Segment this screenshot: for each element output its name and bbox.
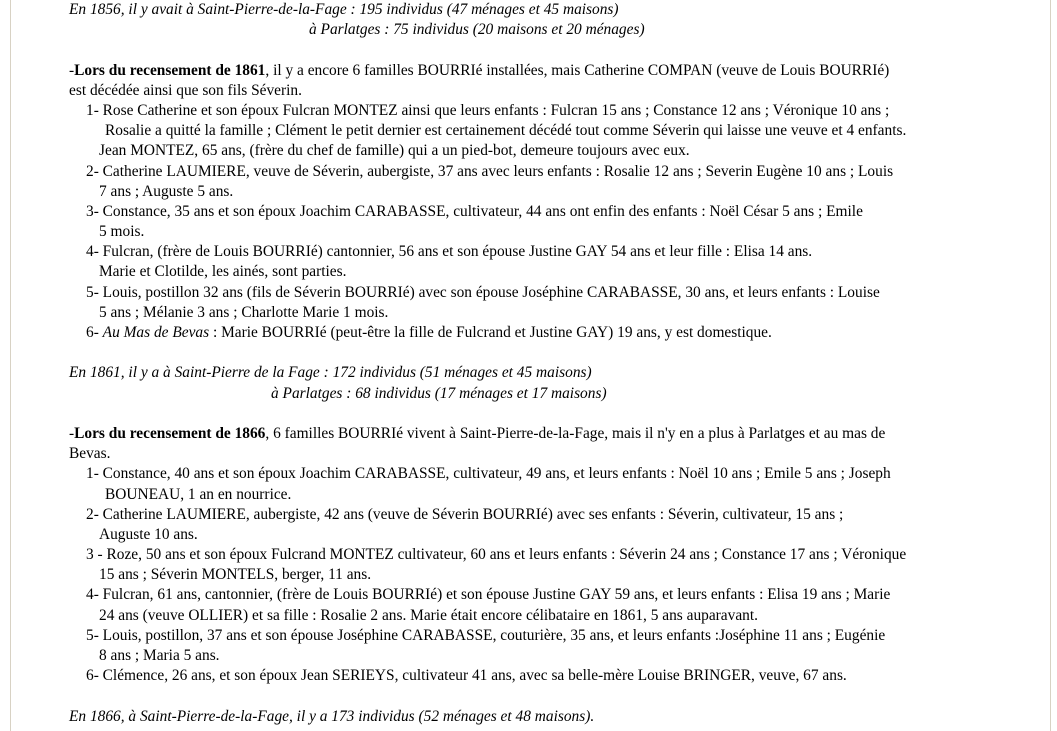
- census-1866-summary: En 1866, à Saint-Pierre-de-la-Fage, il y a 173 individus (52 ménages et 48 maisons).: [69, 707, 595, 725]
- census-1861-intro: [69, 61, 1044, 81]
- census-1861-intro-line-2: est décédée ainsi que son fils Séverin.: [69, 81, 302, 99]
- census-1866-item-4-line-2: 24 ans (veuve OLLIER) et sa fille : Rosalie 2 ans. Marie était encore célibataire en 1861, 5 ans auparavant.: [99, 606, 758, 624]
- spacer: [69, 686, 1044, 706]
- census-1861-item-4-line-2: Marie et Clotilde, les ainés, sont parties.: [99, 263, 347, 281]
- spacer: [69, 404, 1044, 424]
- census-1856-line-2: à Parlatges : 75 individus (20 maisons et 20 ménages): [309, 21, 645, 39]
- intro-dash: -: [69, 61, 75, 79]
- census-1866-item-3-line-1: 3 - Roze, 50 ans et son époux Fulcrand MONTEZ cultivateur, 60 ans et leurs enfants : Séverin 24 ans ; Constance 17 ans ; Véronique: [86, 546, 907, 564]
- census-1866-item-4-line-1: 4- Fulcran, 61 ans, cantonnier, (frère de Louis BOURRIé) et son épouse Justine GAY 59 ans, et leurs enfants : Elisa 19 ans ; Marie: [86, 586, 891, 604]
- item-6-text: : Marie BOURRIé (peut-être la fille de Fulcrand et Justine GAY) 19 ans, y est domestique.: [209, 324, 772, 341]
- census-1861-item-1-line-1: 1- Rose Catherine et son époux Fulcran MONTEZ ainsi que leurs enfants : Fulcran 15 ans ; Constance 12 ans ; Véronique 10 ans ;: [86, 101, 890, 119]
- census-1861-item-2-line-1: 2- Catherine LAUMIERE, veuve de Séverin, aubergiste, 37 ans avec leurs enfants : Rosalie 12 ans ; Severin Eugène 10 ans ; Louis: [86, 162, 894, 180]
- census-1866-item-5-line-2: 8 ans ; Maria 5 ans.: [99, 647, 220, 664]
- page-border-right: [1050, 0, 1051, 731]
- census-1866-item-3-line-2: 15 ans ; Séverin MONTELS, berger, 11 ans.: [99, 566, 372, 584]
- census-1856-line-1: En 1856, il y avait à Saint-Pierre-de-la-Fage : 195 individus (47 ménages et 45 maisons): [69, 1, 619, 18]
- census-1866-intro-text: , 6 familles BOURRIé vivent à Saint-Pierre-de-la-Fage, mais il n'y en a plus à Parlatges et au mas de: [265, 424, 886, 442]
- item-6-prefix: 6-: [86, 324, 103, 341]
- census-1861-item-5-line-2: 5 ans ; Mélanie 3 ans ; Charlotte Marie 1 mois.: [99, 303, 389, 321]
- census-1861-item-1-line-2: Rosalie a quitté la famille ; Clément le petit dernier est certainement décédé tout comme Séverin qui laisse une veuve et 4 enfants.: [105, 122, 907, 140]
- spacer: [69, 343, 1044, 363]
- census-1866-item-5-line-1: 5- Louis, postillon, 37 ans et son épouse Joséphine CARABASSE, couturière, 35 ans, et leurs enfants :Joséphine 11 ans ; Eugénie: [86, 626, 886, 644]
- page-border-left: [10, 0, 11, 731]
- census-1861-item-6: [69, 323, 1044, 343]
- census-1861-summary-line-2: à Parlatges : 68 individus (17 ménages et 17 maisons): [271, 384, 607, 402]
- census-1861-item-2-line-2: 7 ans ; Auguste 5 ans.: [99, 182, 234, 200]
- census-1861-item-3-line-1: 3- Constance, 35 ans et son époux Joachim CARABASSE, cultivateur, 44 ans ont enfin des enfants : Noël César 5 ans ; Emile: [86, 202, 863, 220]
- census-1861-item-4-line-1: 4- Fulcran, (frère de Louis BOURRIé) cantonnier, 56 ans et son épouse Justine GAY 54 ans et leur fille : Elisa 14 ans.: [86, 243, 813, 261]
- census-1866-item-2-line-2: Auguste 10 ans.: [99, 525, 198, 543]
- census-1861-item-5-line-1: 5- Louis, postillon 32 ans (fils de Séverin BOURRIé) avec son épouse Joséphine CARABASSE, 30 ans, et leurs enfants : Louise: [86, 283, 880, 301]
- spacer: [69, 40, 1044, 60]
- census-1861-summary-line-1: En 1861, il y a à Saint-Pierre de la Fage : 172 individus (51 ménages et 45 maisons): [69, 364, 592, 382]
- census-1866-intro-line-2: Bevas.: [69, 445, 111, 463]
- mas-de-bevas-label: Au Mas de Bevas: [102, 324, 210, 341]
- document-page: [69, 0, 1044, 727]
- census-1861-intro-text: , il y a encore 6 familles BOURRIé installées, mais Catherine COMPAN (veuve de Louis BOURRIé): [265, 61, 890, 79]
- census-1866-item-1-line-1: 1- Constance, 40 ans et son époux Joachim CARABASSE, cultivateur, 49 ans, et leurs enfants : Noël 10 ans ; Emile 5 ans ; Joseph: [86, 465, 891, 483]
- census-1866-intro: [69, 424, 1044, 444]
- intro-dash: -: [69, 424, 75, 442]
- census-1861-item-1-line-3: Jean MONTEZ, 65 ans, (frère du chef de famille) qui a un pied-bot, demeure toujours avec eux.: [99, 142, 690, 160]
- census-1866-item-6-line-1: 6- Clémence, 26 ans, et son époux Jean SERIEYS, cultivateur 41 ans, avec sa belle-mère Louise BRINGER, veuve, 67 ans.: [86, 667, 847, 685]
- census-1866-item-1-line-2: BOUNEAU, 1 an en nourrice.: [105, 485, 292, 503]
- census-1866-heading: Lors du recensement de 1866: [74, 424, 266, 442]
- census-1861-item-3-line-2: 5 mois.: [99, 223, 145, 241]
- census-1866-item-2-line-1: 2- Catherine LAUMIERE, aubergiste, 42 ans (veuve de Séverin BOURRIé) avec ses enfants : Séverin, cultivateur, 15 ans ;: [86, 505, 844, 523]
- census-1861-heading: Lors du recensement de 1861: [74, 61, 266, 79]
